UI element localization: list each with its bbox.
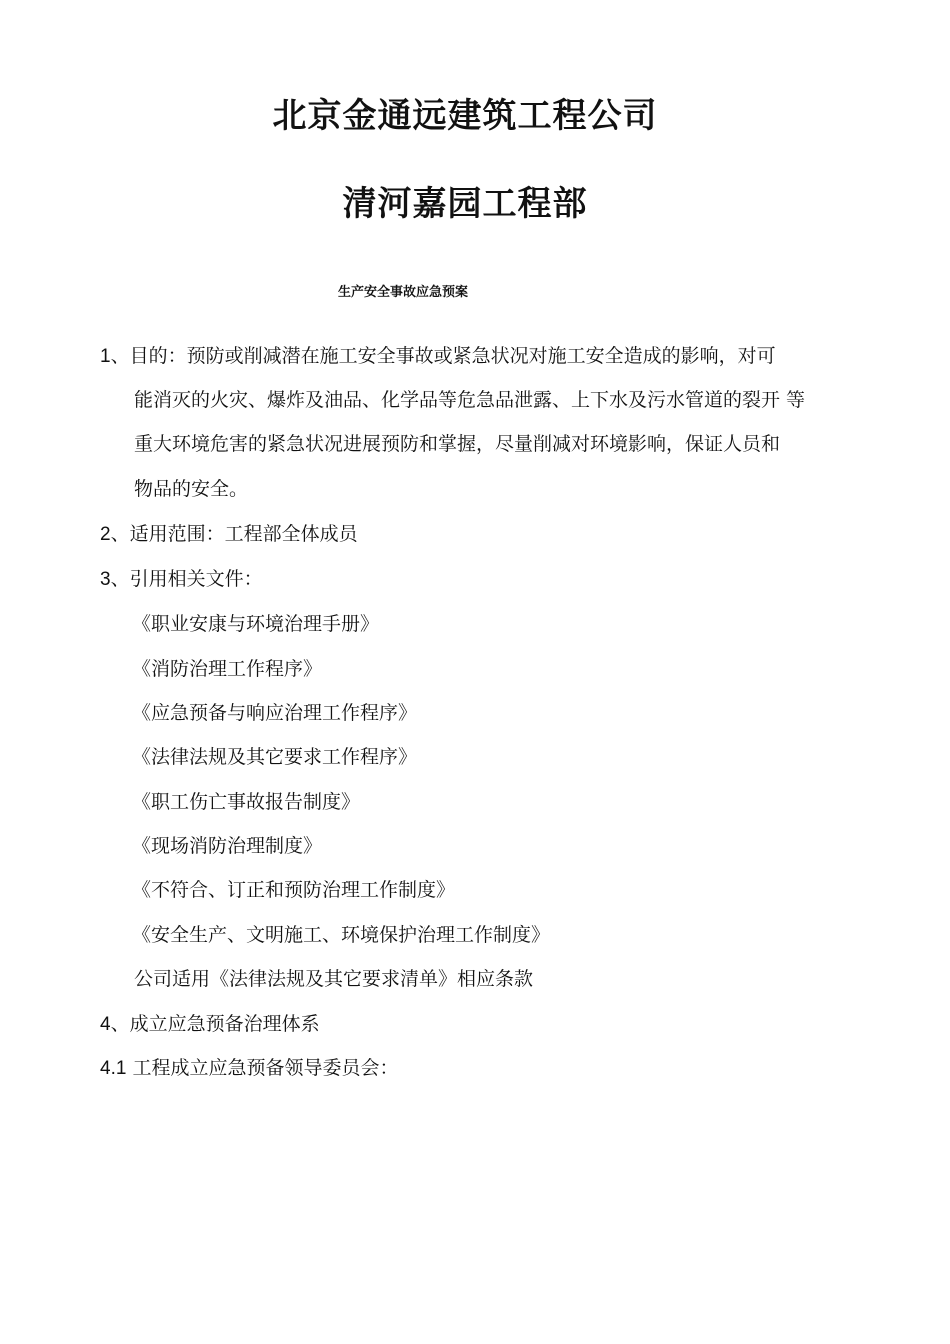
reference-note: 公司适用《法律法规及其它要求清单》相应条款 bbox=[134, 968, 534, 990]
section-1-text: 、目的：预防或削减潜在施工安全事故或紧急状况对施工安全造成的影响，对可 bbox=[110, 345, 776, 367]
section-4-1-text: 工程成立应急预备领导委员会： bbox=[126, 1057, 399, 1079]
reference-doc: 《职业安康与环境治理手册》 bbox=[132, 613, 380, 635]
document-title: 生产安全事故应急预案 bbox=[338, 285, 469, 300]
reference-doc: 《不符合、订正和预防治理工作制度》 bbox=[132, 879, 456, 901]
section-4-number: 4 bbox=[100, 1014, 111, 1035]
section-3-text: 、引用相关文件： bbox=[110, 568, 263, 590]
section-2 bbox=[100, 521, 358, 548]
section-1-line-4: 物品的安全。 bbox=[134, 478, 249, 500]
section-2-text: 、适用范围：工程部全体成员 bbox=[110, 523, 358, 545]
company-title: 北京金通远建筑工程公司 bbox=[272, 96, 658, 136]
section-1-line-1 bbox=[100, 343, 776, 370]
section-4-text: 、成立应急预备治理体系 bbox=[110, 1013, 320, 1035]
section-3-number: 3 bbox=[100, 569, 111, 590]
section-4 bbox=[100, 1011, 320, 1038]
section-2-number: 2 bbox=[100, 524, 111, 545]
reference-doc: 《应急预备与响应治理工作程序》 bbox=[132, 702, 418, 724]
reference-doc: 《职工伤亡事故报告制度》 bbox=[132, 791, 361, 813]
section-3 bbox=[100, 566, 263, 593]
reference-doc: 《安全生产、文明施工、环境保护治理工作制度》 bbox=[132, 924, 551, 946]
section-1-line-2: 能消灭的火灾、爆炸及油品、化学品等危急品泄露、上下水及污水管道的裂开 等 bbox=[134, 389, 806, 411]
reference-doc: 《现场消防治理制度》 bbox=[132, 835, 323, 857]
department-title: 清河嘉园工程部 bbox=[342, 184, 588, 224]
section-4-1 bbox=[100, 1055, 398, 1082]
reference-doc: 《消防治理工作程序》 bbox=[132, 658, 323, 680]
section-1-line-3: 重大环境危害的紧急状况进展预防和掌握，尽量削减对环境影响，保证人员和 bbox=[134, 433, 781, 455]
reference-doc: 《法律法规及其它要求工作程序》 bbox=[132, 746, 418, 768]
section-1-number: 1 bbox=[100, 346, 111, 367]
section-4-1-number: 4.1 bbox=[100, 1058, 127, 1079]
